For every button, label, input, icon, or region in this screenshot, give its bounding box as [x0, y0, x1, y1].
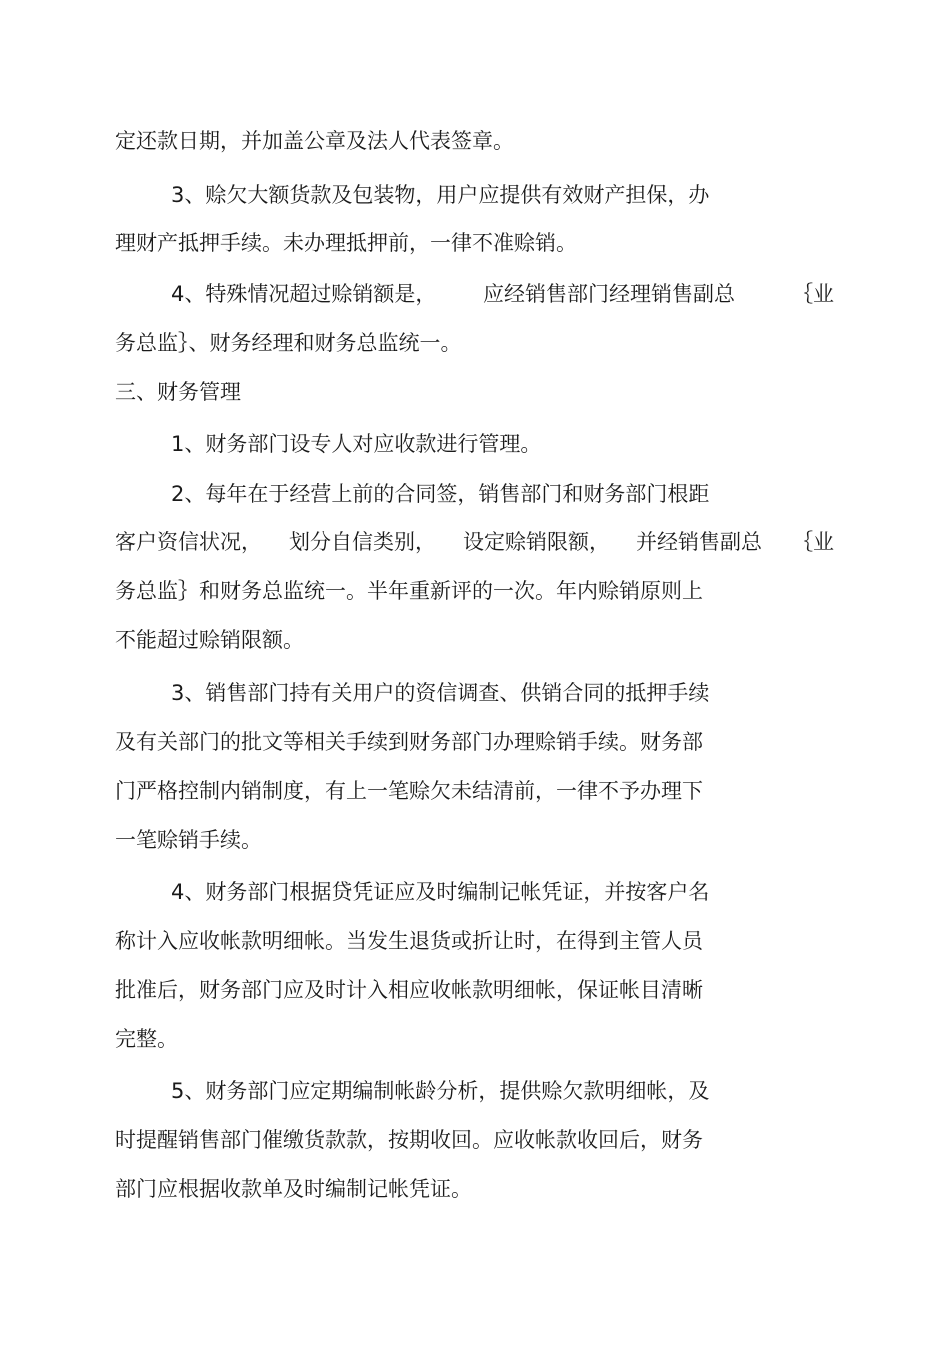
text-line: 不能超过赊销限额。: [115, 628, 304, 652]
text-line: 2、每年在于经营上前的合同签，销售部门和财务部门根距: [171, 482, 710, 506]
text-line: 定还款日期，并加盖公章及法人代表签章。: [115, 129, 514, 153]
text-line: 应经销售部门经理销售副总: [483, 282, 735, 306]
text-line: 部门应根据收款单及时编制记帐凭证。: [115, 1177, 472, 1201]
text-line: 划分自信类别，: [289, 530, 436, 554]
text-line: 1、财务部门设专人对应收款进行管理。: [171, 432, 542, 456]
text-line: 5、财务部门应定期编制帐龄分析，提供赊欠款明细帐，及: [171, 1079, 710, 1103]
text-line: 4、财务部门根据贷凭证应及时编制记帐凭证，并按客户名: [171, 880, 710, 904]
text-line: 务总监｝、财务经理和财务总监统一。: [115, 331, 462, 355]
text-line: 3、销售部门持有关用户的资信调查、供销合同的抵押手续: [171, 681, 710, 705]
text-line: 时提醒销售部门催缴货款款，按期收回。应收帐款收回后，财务: [115, 1128, 703, 1152]
text-line: 务总监｝和财务总监统一。半年重新评的一次。年内赊销原则上: [115, 579, 703, 603]
section-heading: 三、财务管理: [115, 380, 241, 404]
text-line: ｛业: [792, 530, 834, 554]
text-line: 理财产抵押手续。未办理抵押前，一律不准赊销。: [115, 231, 577, 255]
text-line: ｛业: [792, 282, 834, 306]
text-line: 3、赊欠大额货款及包装物，用户应提供有效财产担保，办: [171, 183, 710, 207]
text-line: 门严格控制内销制度，有上一笔赊欠未结清前，一律不予办理下: [115, 779, 703, 803]
text-line: 设定赊销限额，: [463, 530, 610, 554]
text-line: 客户资信状况，: [115, 530, 262, 554]
text-line: 批准后，财务部门应及时计入相应收帐款明细帐，保证帐目清晰: [115, 978, 703, 1002]
text-line: 一笔赊销手续。: [115, 828, 262, 852]
text-line: 及有关部门的批文等相关手续到财务部门办理赊销手续。财务部: [115, 730, 703, 754]
text-line: 完整。: [115, 1027, 178, 1051]
text-line: 并经销售副总: [636, 530, 762, 554]
text-line: 4、特殊情况超过赊销额是，: [171, 282, 437, 306]
text-line: 称计入应收帐款明细帐。当发生退货或折让时，在得到主管人员: [115, 929, 703, 953]
